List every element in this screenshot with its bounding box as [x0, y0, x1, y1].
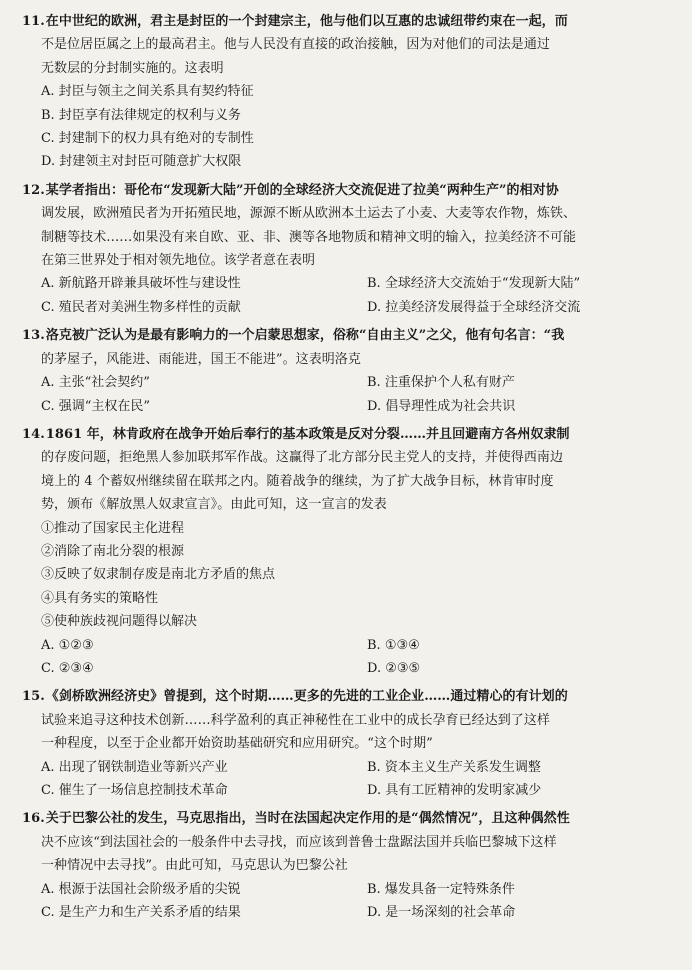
question-stem-line: 调发展，欧洲殖民者为开拓殖民地，源源不断从欧洲本土运去了小麦、大麦等农作物，炼铁、: [41, 206, 577, 222]
option-c: C. 封建制下的权力具有绝对的专制性: [41, 131, 254, 147]
option-d: D. 倡导理性成为社会共识: [367, 398, 516, 414]
option-a: A. 新航路开辟兼具破坏性与建设性: [41, 276, 241, 292]
option-b: B. 资本主义生产关系发生调整: [367, 759, 541, 775]
option-a: A. 根源于法国社会阶级矛盾的尖锐: [41, 881, 241, 897]
option-a: A. 主张“社会契约”: [41, 375, 150, 391]
option-b: B. 爆发具备一定特殊条件: [367, 881, 515, 897]
option-b: B. 封臣享有法律规定的权利与义务: [41, 107, 241, 123]
statement-1: ①推动了国家民主化进程: [41, 520, 185, 536]
option-a: A. ①②③: [41, 637, 94, 653]
question-stem-line: 在第三世界处于相对领先地位。该学者意在表明: [41, 253, 316, 269]
option-d: D. 是一场深刻的社会革命: [367, 905, 516, 921]
question-stem-line: 无数层的分封制实施的。这表明: [41, 60, 224, 76]
option-c: C. 是生产力和生产关系矛盾的结果: [41, 905, 241, 921]
question-stem-line: 一种程度，以至于企业都开始资助基础研究和应用研究。“这个时期”: [41, 736, 433, 752]
question-number: 13.: [22, 328, 45, 344]
question-stem-line: 11.在中世纪的欧洲，君主是封臣的一个封建宗主，他与他们以互惠的忠诚纽带约束在一起，而: [22, 14, 568, 29]
question-number: 11.: [22, 14, 45, 29]
question-number: 16.: [22, 811, 45, 827]
option-d: D. 具有工匠精神的发明家减少: [367, 783, 542, 798]
option-a: A. 出现了钢铁制造业等新兴产业: [41, 759, 228, 775]
option-b: B. ①③④: [367, 637, 420, 653]
question-stem-line: 不是位居臣属之上的最高君主。他与人民没有直接的政治接触，因为对他们的司法是通过: [41, 37, 550, 53]
question-stem-line: 势，颁布《解放黑人奴隶宣言》。由此可知，这一宣言的发表: [41, 497, 387, 513]
question-stem-line: 试验来追寻这种技术创新……科学盈利的真正神秘性在工业中的成长孕育已经达到了这样: [41, 712, 550, 728]
question-number: 12.: [22, 182, 45, 198]
question-16: [22, 807, 666, 924]
option-d: D. ②③⑤: [367, 660, 421, 676]
question-stem-line: 14.1861 年，林肯政府在战争开始后奉行的基本政策是反对分裂……并且回避南方各州奴隶制: [22, 426, 570, 442]
question-12: [22, 179, 666, 319]
question-stem-line: 15.《剑桥欧洲经济史》曾提到，这个时期……更多的先进的工业企业……通过精心的有计划的: [22, 689, 568, 705]
question-14: [22, 423, 666, 680]
question-stem-line: 制糖等技术……如果没有来自欧、亚、非、澳等各地物质和精神文明的输入，拉美经济不可能: [41, 229, 577, 245]
question-stem-line: 12.某学者指出：哥伦布“发现新大陆”开创的全球经济大交流促进了拉美“两种生产”的相对协: [22, 182, 559, 198]
statement-3: ③反映了奴隶制存废是南北方矛盾的焦点: [41, 567, 276, 583]
option-c: C. ②③④: [41, 660, 94, 676]
question-stem-line: 13.洛克被广泛认为是最有影响力的一个启蒙思想家，俗称“自由主义”之父，他有句名言：“我: [22, 328, 565, 344]
option-b: B. 全球经济大交流始于“发现新大陆”: [367, 276, 581, 292]
question-stem-line: 的茅屋子，风能进、雨能进，国王不能进”。这表明洛克: [41, 351, 361, 367]
question-stem-line: 决不应该“到法国社会的一般条件中去寻找，而应该到普鲁士盘踞法国并兵临巴黎城下这样: [41, 834, 557, 850]
question-11: [22, 10, 666, 174]
question-stem-line: 境上的 4 个蓄奴州继续留在联邦之内。随着战争的继续，为了扩大战争目标，林肯审时度: [41, 473, 554, 489]
option-d: D. 拉美经济发展得益于全球经济交流: [367, 299, 581, 315]
question-13: [22, 324, 666, 418]
statement-4: ④具有务实的策略性: [41, 590, 159, 606]
option-c: C. 殖民者对美洲生物多样性的贡献: [41, 299, 241, 315]
statement-5: ⑤使种族歧视问题得以解决: [41, 614, 198, 630]
question-number: 15.: [22, 689, 45, 705]
question-15: [22, 685, 666, 802]
question-stem-line: 的存废问题，拒绝黑人参加联邦军作战。这赢得了北方部分民主党人的支持，并使得西南边: [41, 450, 564, 466]
option-a: A. 封臣与领主之间关系具有契约特征: [41, 84, 254, 100]
question-stem-line: 16.关于巴黎公社的发生，马克思指出，当时在法国起决定作用的是“偶然情况”，且这种偶然性: [22, 811, 570, 827]
statement-2: ②消除了南北分裂的根源: [41, 543, 185, 559]
option-d: D. 封建领主对封臣可随意扩大权限: [41, 154, 242, 170]
question-number: 14.: [22, 426, 45, 442]
option-c: C. 催生了一场信息控制技术革命: [41, 783, 228, 798]
question-stem-line: 一种情况中去寻找”。由此可知，马克思认为巴黎公社: [41, 858, 348, 874]
option-b: B. 注重保护个人私有财产: [367, 375, 515, 391]
option-c: C. 强调“主权在民”: [41, 398, 151, 414]
